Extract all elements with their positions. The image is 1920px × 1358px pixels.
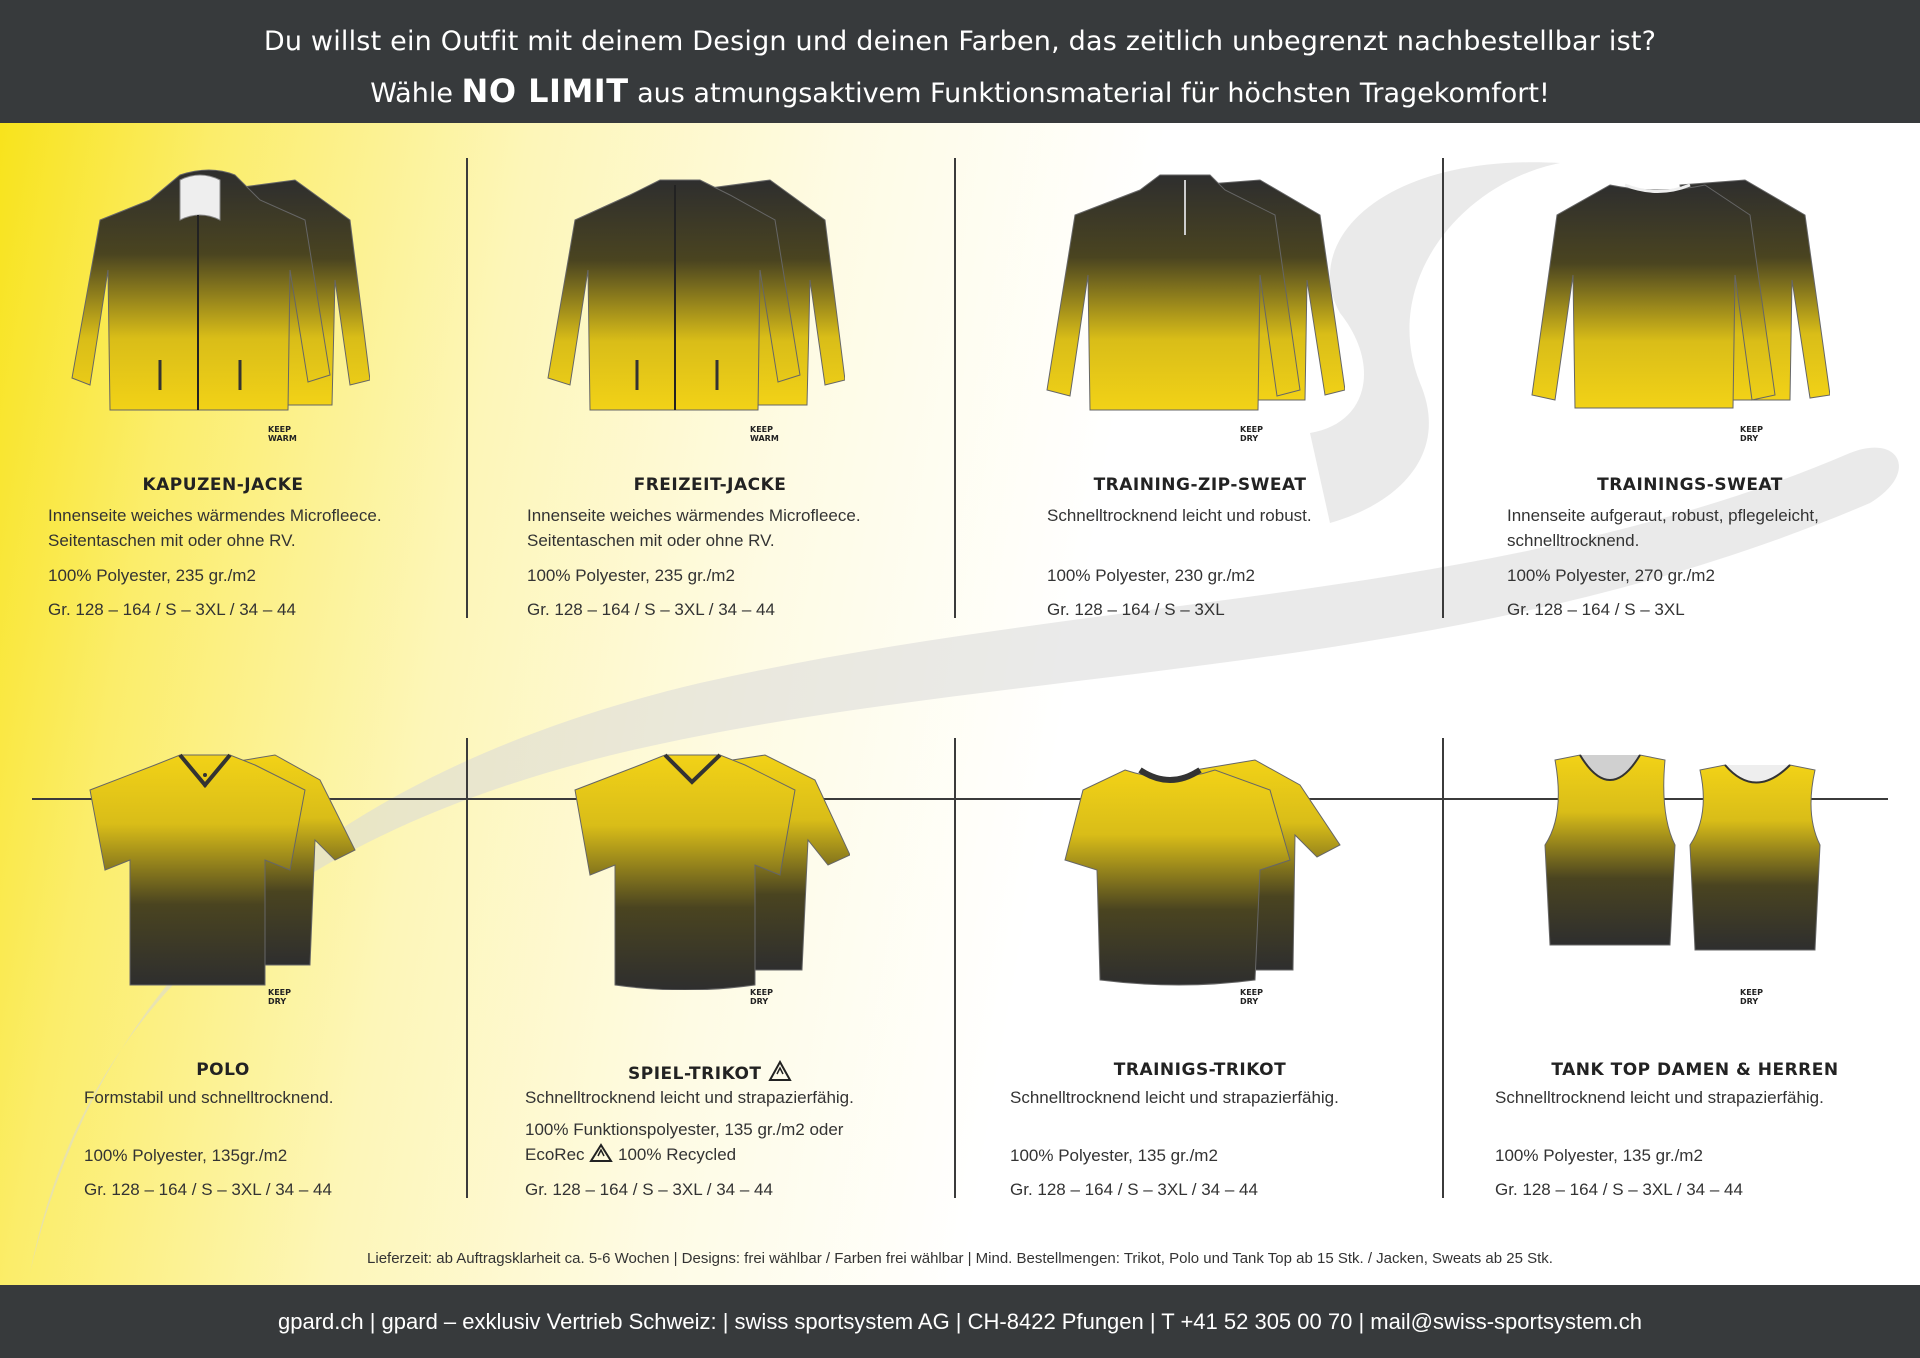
spiel-trikot-image xyxy=(570,740,850,990)
header-line-2-suffix: aus atmungsaktivem Funktionsmaterial für höchsten Tragekomfort! xyxy=(637,78,1550,109)
header-banner xyxy=(0,0,1920,123)
product-material: 100% Polyester, 230 gr./m2 xyxy=(1047,566,1255,585)
product-material: 100% Polyester, 135gr./m2 xyxy=(84,1146,288,1165)
product-sizes: Gr. 128 – 164 / S – 3XL / 34 – 44 xyxy=(84,1180,332,1199)
product-desc: Innenseite weiches wärmendes Microfleece. Seitentaschen mit oder ohne RV. xyxy=(48,506,382,550)
training-zip-sweat-image xyxy=(1045,160,1345,420)
product-sizes: Gr. 128 – 164 / S – 3XL xyxy=(1507,600,1685,619)
header-line-2 xyxy=(0,72,1920,110)
keep-dry-badge: KEEP DRY xyxy=(750,988,773,1006)
footer-bar xyxy=(0,1285,1920,1358)
product-desc: Schnelltrocknend leicht und strapazierfähig. xyxy=(1010,1088,1339,1107)
divider-v3 xyxy=(1442,158,1444,618)
product-title: POLO xyxy=(196,1060,250,1080)
divider-v6 xyxy=(1442,738,1444,1198)
product-sizes: Gr. 128 – 164 / S – 3XL / 34 – 44 xyxy=(48,600,296,619)
footer-contact: gpard.ch | gpard – exklusiv Vertrieb Schweiz: | swiss sportsystem AG | CH-8422 Pfungen | T +41 52 305 00 70 | mail@swiss-sportsystem.ch xyxy=(278,1309,1642,1334)
product-desc: Innenseite aufgeraut, robust, pflegeleicht, schnelltrocknend. xyxy=(1507,506,1819,550)
product-title: TRAININGS-SWEAT xyxy=(1597,475,1783,495)
freizeit-jacke-image xyxy=(545,160,845,420)
divider-v2 xyxy=(954,158,956,618)
recycle-icon xyxy=(589,1143,613,1163)
keep-warm-badge: KEEP WARM xyxy=(750,425,779,443)
header-line-2-prefix: Wähle xyxy=(370,78,453,109)
polo-image xyxy=(85,740,365,990)
product-title: TANK TOP DAMEN & HERREN xyxy=(1551,1060,1839,1080)
trainigs-trikot-image xyxy=(1055,745,1345,990)
keep-dry-badge: KEEP DRY xyxy=(1740,425,1763,443)
trainings-sweat-image xyxy=(1530,160,1830,420)
product-title: TRAINIGS-TRIKOT xyxy=(1113,1060,1287,1080)
kapuzen-jacke-image xyxy=(70,160,370,420)
keep-dry-badge: KEEP DRY xyxy=(1240,988,1263,1006)
header-line-1: Du willst ein Outfit mit deinem Design und deinen Farben, das zeitlich unbegrenzt nachbestellbar ist? xyxy=(263,26,1657,57)
keep-dry-badge: KEEP DRY xyxy=(1740,988,1763,1006)
product-desc: Formstabil und schnelltrocknend. xyxy=(84,1088,334,1107)
product-title: SPIEL-TRIKOT xyxy=(575,1060,845,1084)
product-sizes: Gr. 128 – 164 / S – 3XL / 34 – 44 xyxy=(525,1180,773,1199)
product-sizes: Gr. 128 – 164 / S – 3XL / 34 – 44 xyxy=(1010,1180,1258,1199)
product-desc: Schnelltrocknend leicht und robust. xyxy=(1047,506,1312,525)
divider-v4 xyxy=(466,738,468,1198)
product-material: 100% Polyester, 235 gr./m2 xyxy=(48,566,256,585)
product-desc: Schnelltrocknend leicht und strapazierfähig. xyxy=(525,1088,854,1107)
product-title: FREIZEIT-JACKE xyxy=(633,475,787,495)
product-material: 100% Polyester, 135 gr./m2 xyxy=(1010,1146,1218,1165)
product-material: 100% Polyester, 135 gr./m2 xyxy=(1495,1146,1703,1165)
product-desc: Innenseite weiches wärmendes Microfleece. Seitentaschen mit oder ohne RV. xyxy=(527,506,861,550)
keep-dry-badge: KEEP DRY xyxy=(1240,425,1263,443)
keep-dry-badge: KEEP DRY xyxy=(268,988,291,1006)
divider-v1 xyxy=(466,158,468,618)
product-sizes: Gr. 128 – 164 / S – 3XL xyxy=(1047,600,1225,619)
product-title: KAPUZEN-JACKE xyxy=(142,475,304,495)
product-material: 100% Funktionspolyester, 135 gr./m2 oder EcoRec 100% Recycled xyxy=(525,1120,844,1164)
product-sizes: Gr. 128 – 164 / S – 3XL / 34 – 44 xyxy=(1495,1180,1743,1199)
product-sizes: Gr. 128 – 164 / S – 3XL / 34 – 44 xyxy=(527,600,775,619)
recycle-icon xyxy=(768,1060,792,1082)
product-title: TRAINING-ZIP-SWEAT xyxy=(1093,475,1307,495)
no-limit-highlight: NO LIMIT xyxy=(461,72,629,110)
divider-v5 xyxy=(954,738,956,1198)
product-desc: Schnelltrocknend leicht und strapazierfähig. xyxy=(1495,1088,1824,1107)
keep-warm-badge: KEEP WARM xyxy=(268,425,297,443)
product-material: 100% Polyester, 235 gr./m2 xyxy=(527,566,735,585)
tank-top-image xyxy=(1525,745,1825,960)
product-material: 100% Polyester, 270 gr./m2 xyxy=(1507,566,1715,585)
delivery-footnote: Lieferzeit: ab Auftragsklarheit ca. 5-6 Wochen | Designs: frei wählbar / Farben frei wählbar | Mind. Bestellmengen: Trikot, Polo und Tank Top ab 15 Stk. / Jacken, Sweats ab 25 Stk. xyxy=(367,1250,1553,1267)
